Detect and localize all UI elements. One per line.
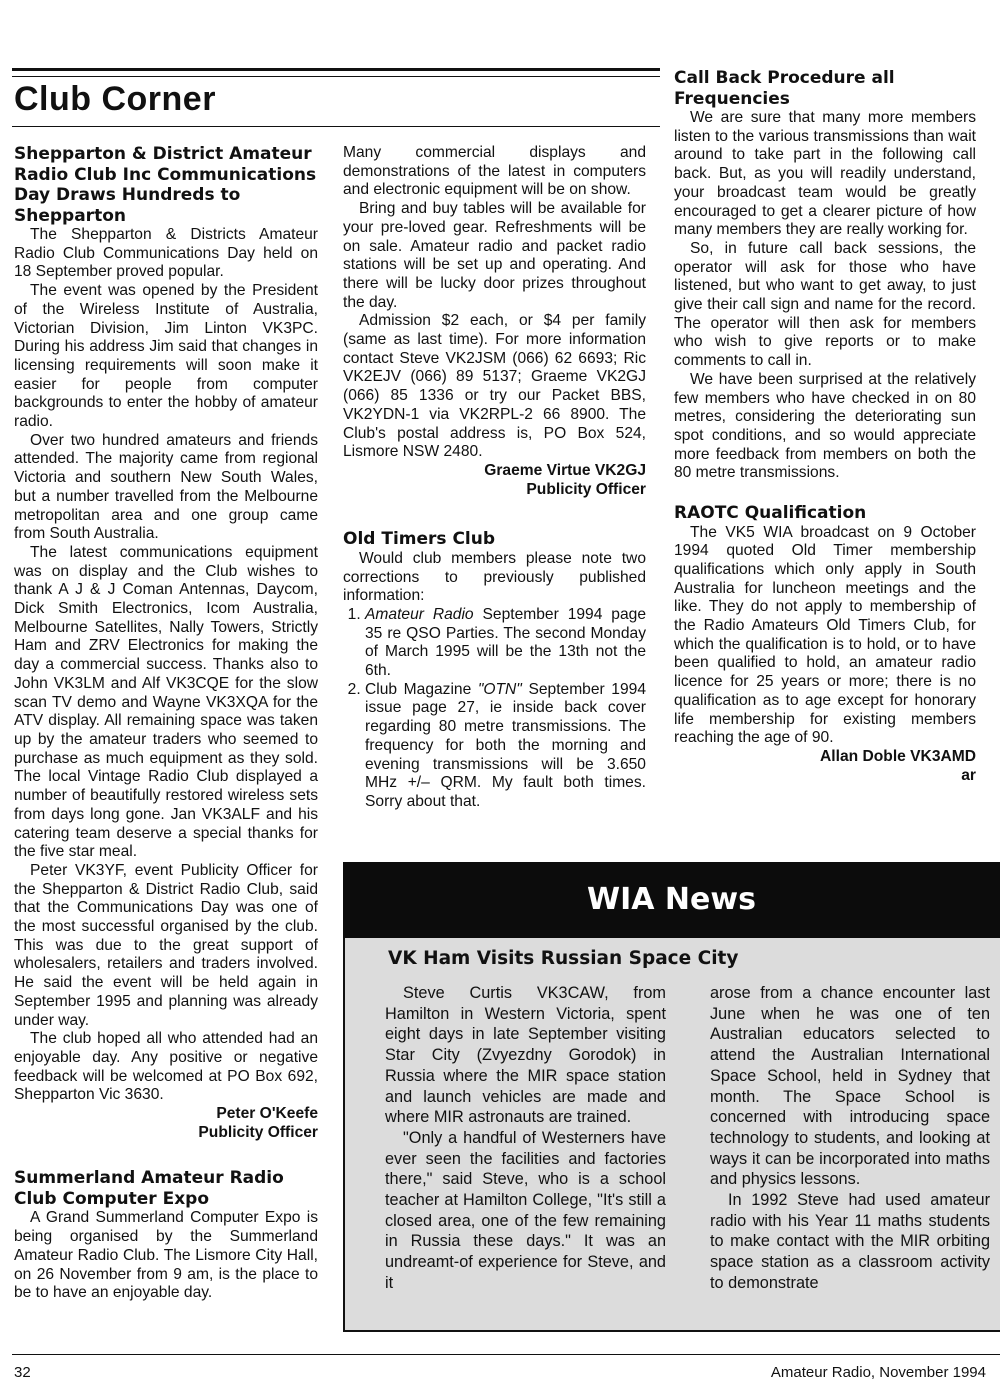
list-item [365, 681, 646, 812]
column-1 [14, 144, 318, 1303]
list-item-text: September 1994 page 35 re QSO Parties. The second Monday of March 1995 will be the 13th not the 6th. [365, 605, 646, 680]
paragraph: Admission $2 each, or $4 per family (same as last time). For more information contact Steve VK2JSM (066) 62 6693; Ric VK2EJV (066) 89 5137; Graeme VK2GJ (066) 85 1336 or try our Packet BBS, VK2YDN-1 via VK2RPL-2 66 8900. The Club's postal address is, PO Box 524, Lismore NSW 2480. [343, 312, 646, 461]
column-3 [674, 68, 976, 785]
list-item-text: September 1994 issue page 27, ie inside back cover regarding 80 metre transmissions. The frequency for both the morning and evening transmissions will be 3.650 MHz +/– QRM. My fault both times. Sorry about that. [365, 680, 646, 810]
wia-news-banner [343, 862, 1000, 938]
paragraph: The event was opened by the President of the Wireless Institute of Australia, Victorian Division, Jim Linton VK3PC. During his address Jim said that changes in licensing requirements will soon make it easier for people from computer backgrounds to enter the hobby of amateur radio. [14, 282, 318, 431]
page-number: 32 [14, 1364, 31, 1381]
paragraph: The Shepparton & Districts Amateur Radio Club Communications Day held on 18 September proved popular. [14, 226, 318, 281]
paragraph: arose from a chance encounter last June when he was one of ten Australian educators selected to attend the Australian International Space School, held in Sydney that month. The Space School is concerned with introducing space technology to students, and looking at ways it can be incorporated into maths and physics lessons. [710, 984, 990, 1189]
paragraph: The club hoped all who attended had an enjoyable day. Any positive or negative feedback will be welcomed at PO Box 692, Shepparton Vic 3630. [14, 1030, 318, 1104]
corrections-list [343, 606, 646, 812]
masthead-rule-thin [12, 76, 660, 77]
wia-article-headline: VK Ham Visits Russian Space City [388, 948, 739, 969]
paragraph: We have been surprised at the relatively few members who have checked in on 80 metres, considering the deteriorating sun spot conditions, and so would appreciate more feedback from members on both the 80 metre transmissions. [674, 370, 976, 482]
article-heading-old-timers: Old Timers Club [343, 529, 496, 550]
wia-column-2 [710, 983, 990, 1294]
spacer [14, 1142, 318, 1168]
paragraph: We are sure that many more members listen to the various transmissions than wait around to take part in the following call back. But, as you will readily understand, your broadcast team would be greatly encouraged to get a clearer picture of how many members they are really working for. [674, 109, 976, 239]
column-2 [343, 144, 646, 812]
list-item [365, 606, 646, 681]
spacer [674, 483, 976, 503]
paragraph: Steve Curtis VK3CAW, from Hamilton in Western Victoria, spent eight days in late September visiting Star City (Zvyezdny Gorodok) in Russia where the MIR space station and launch vehicles are made and where MIR astronauts are trained. [385, 984, 666, 1127]
magazine-title: Amateur Radio [365, 605, 474, 623]
spacer [343, 499, 646, 529]
list-item-text: Club Magazine [365, 680, 478, 698]
article-heading-call-back: Call Back Procedure all Frequencies [674, 68, 895, 109]
signature-name: Allan Doble VK3AMD [820, 748, 976, 765]
paragraph: Peter VK3YF, event Publicity Officer for the Shepparton & District Radio Club, said that the Communications Day was one of the most successful organised by the club. This was due to the great support of wholesalers, retailers and traders involved. He said the event will be held again in September 1995 and planning was already under way. [14, 861, 318, 1029]
paragraph: Would club members please note two corrections to previously published information: [343, 549, 646, 605]
paragraph: The latest communications equipment was on display and the Club wishes to thank A J & J Coman Antennas, Daycom, Dick Smith Electronics, Icom Australia, Melbourne Satellites, Nally Towers, Strictly Ham and ZRV Electronics for making the day a commercial success. Thanks also to John VK3LM and Alf VK3CQE for the slow scan TV demo and Wayne VK3XQA for the ATV display. All remaining space was taken up by the amateur traders who seemed to purchase as much equipment as they sold. The local Vintage Radio Club displayed a number of beautifully restored wireless sets from days long gone. Jan VK3ALF and his catering team deserve a special thanks for the five star meal. [14, 543, 318, 861]
paragraph: Many commercial displays and demonstrations of the latest in computers and electronic equipment will be on show. [343, 144, 646, 199]
paragraph: "Only a handful of Westerners have ever seen the facilities and factories there," said Steve, who is a school teacher at Hamilton College, "It's still a closed area, one of the few remaining in Russia these days." It was an undreamt-of experience for Steve, and it [385, 1128, 666, 1292]
signature-name: Graeme Virtue VK2GJ [484, 461, 646, 479]
paragraph: The VK5 WIA broadcast on 9 October 1994 quoted Old Timer membership qualifications which only apply in South Australia for luncheon meetings and the like. They do not apply to membership of the Radio Amateurs Old Timers Club, for which the qualification is to hold, or to have been qualified to hold, an amateur radio licence for 25 years or more; there is no qualification as to age except for honorary life membership for existing members reaching the age of 90. [674, 523, 976, 747]
signature-title: Publicity Officer [526, 480, 646, 498]
signature-name: Peter O'Keefe [216, 1105, 318, 1123]
paragraph: Bring and buy tables will be available for your pre-loved gear. Refreshments will be on sale. Amateur radio and packet radio stations will be set up and operating. And there will be lucky door prizes throughout the day. [343, 200, 646, 311]
masthead-rule [12, 68, 660, 71]
wia-news-title: WIA News [587, 882, 756, 917]
publication-line: Amateur Radio, November 1994 [770, 1364, 986, 1381]
masthead-underline [12, 126, 660, 127]
footer-rule [12, 1354, 1000, 1355]
paragraph: In 1992 Steve had used amateur radio with his Year 11 maths students to make contact with the MIR orbiting space station as a classroom activity to demonstrate [710, 1191, 990, 1292]
article-heading-raotc: RAOTC Qualification [674, 503, 867, 524]
article-heading-summerland: Summerland Amateur Radio Club Computer Expo [14, 1168, 284, 1209]
end-mark: ar [961, 766, 976, 784]
masthead-title: Club Corner [14, 80, 216, 118]
paragraph: A Grand Summerland Computer Expo is being organised by the Summerland Amateur Radio Club. The Lismore City Hall, on 26 November from 9 am, is the place to be to have an enjoyable day. [14, 1209, 318, 1302]
magazine-title: "OTN" [477, 680, 522, 698]
wia-column-1 [385, 983, 666, 1294]
article-heading-shepparton: Shepparton & District Amateur Radio Club Inc Communications Day Draws Hundreds to Shepparton [14, 144, 317, 226]
paragraph: So, in future call back sessions, the operator will ask for those who have listened, but who want to get away, to just give their call sign and name for the record. The operator will then ask for members who wish to give reports or to make comments to call in. [674, 239, 976, 370]
paragraph: Over two hundred amateurs and friends attended. The majority came from regional Victoria and southern New South Wales, but a number travelled from the Melbourne metropolitan area and one group came from South Australia. [14, 431, 318, 543]
signature-title: Publicity Officer [198, 1123, 318, 1141]
